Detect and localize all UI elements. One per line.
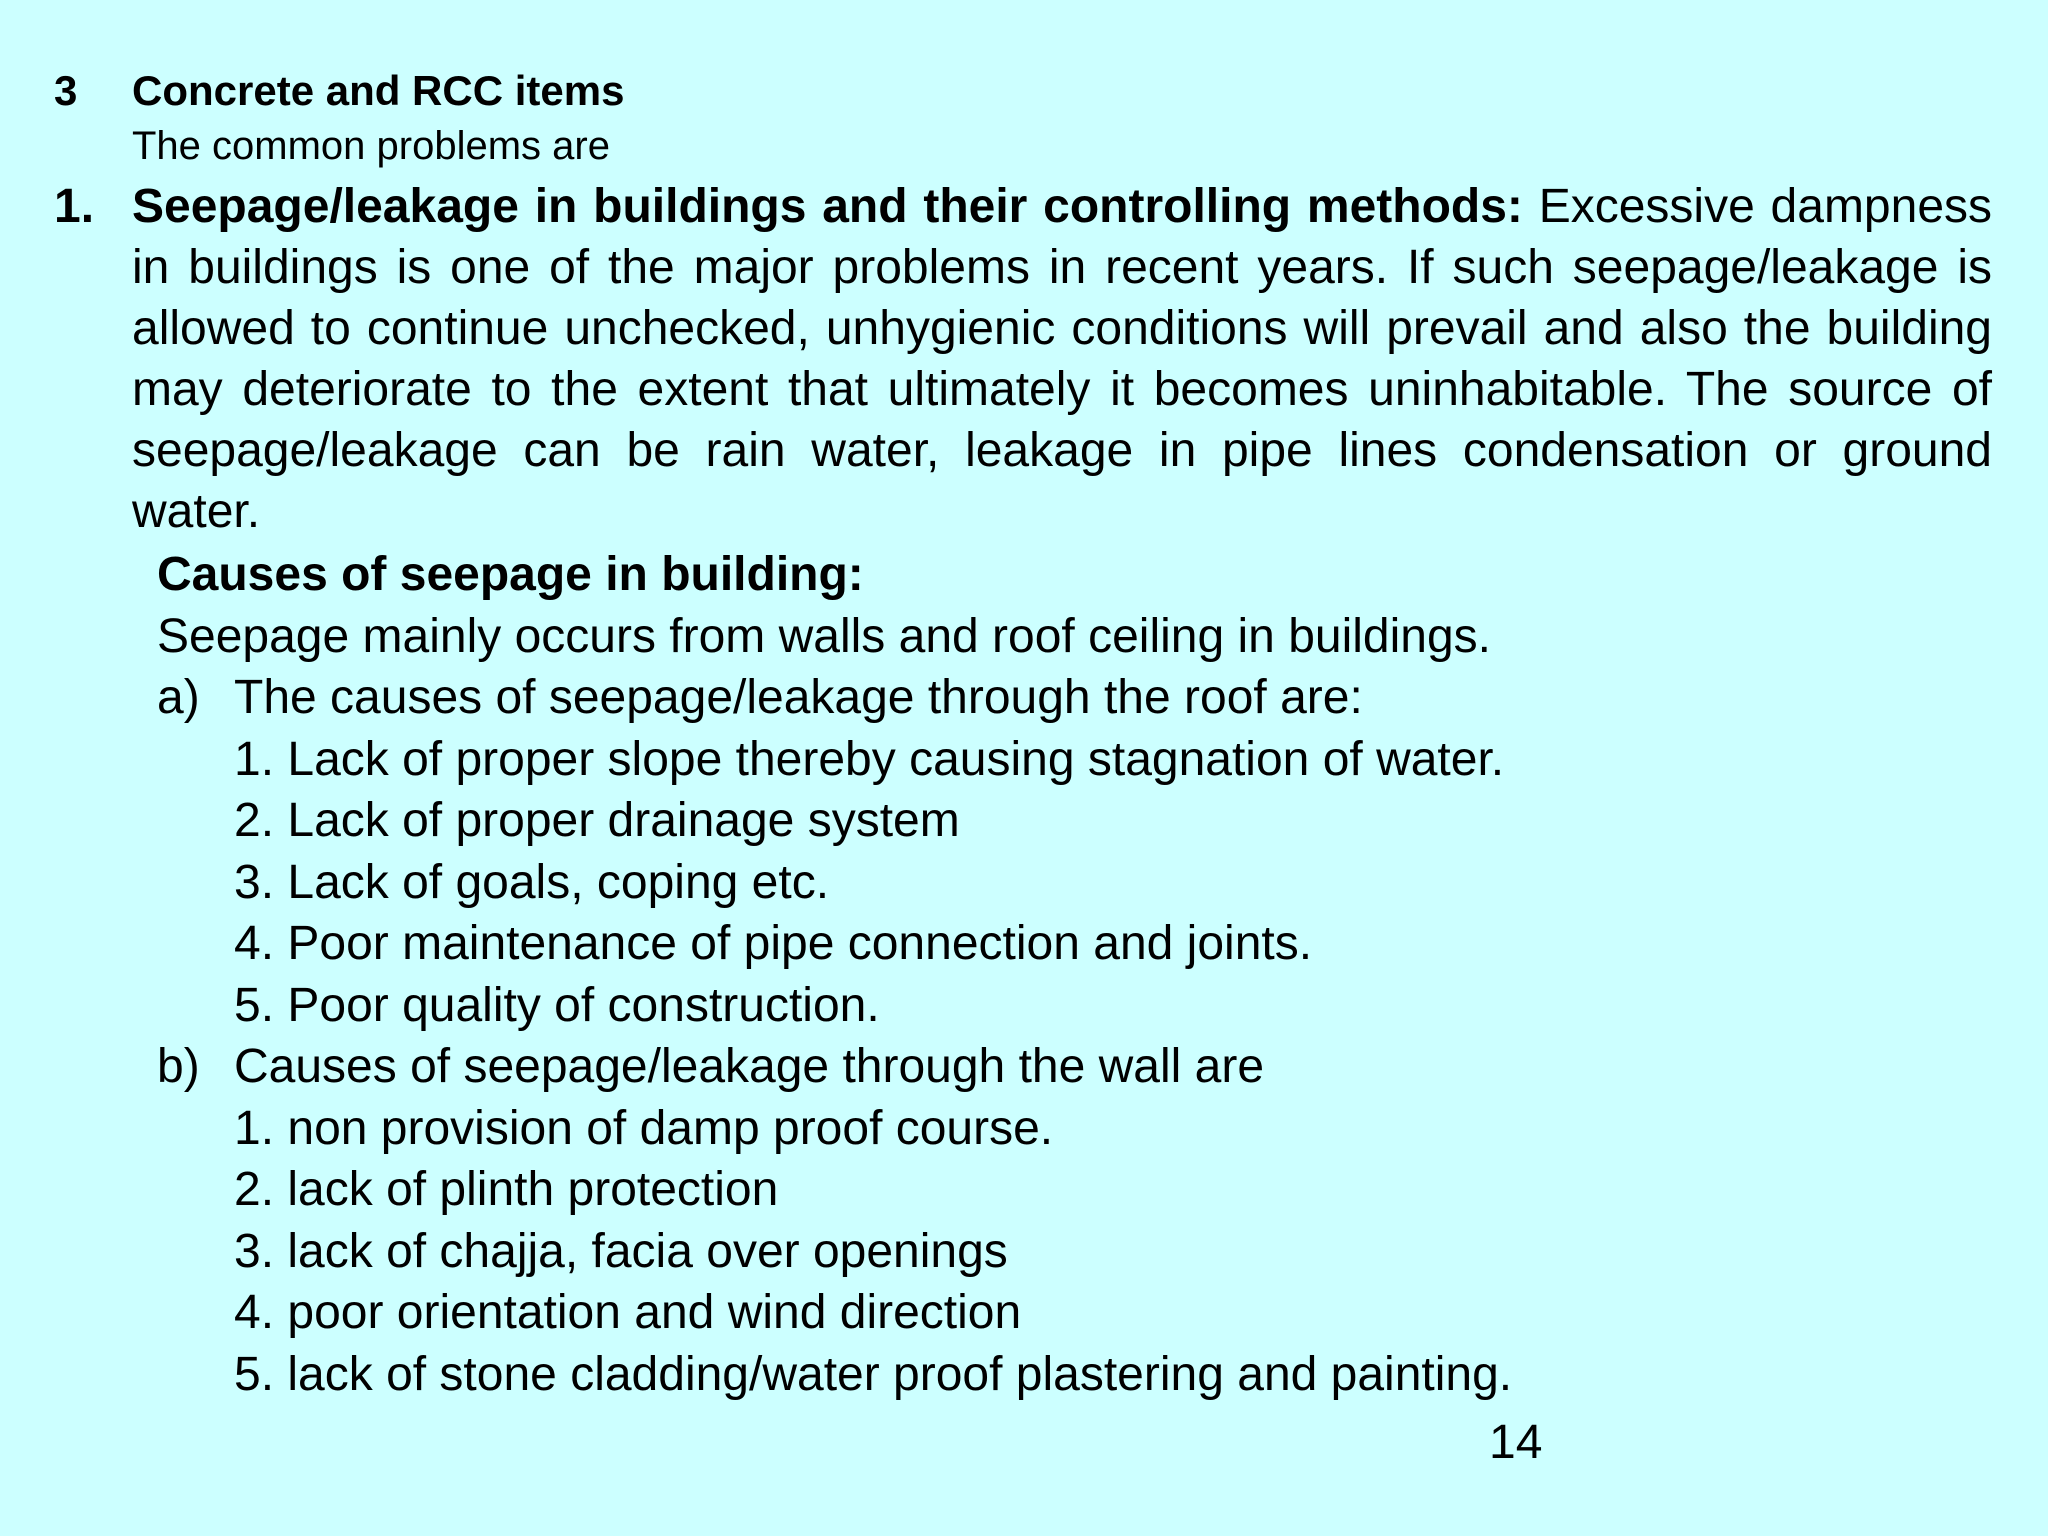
wall-causes-label: b) <box>157 1040 200 1093</box>
list-item: 4. Poor maintenance of pipe connection and joints. <box>234 917 1313 970</box>
list-item: 2. lack of plinth protection <box>234 1163 779 1216</box>
roof-causes-label: a) <box>157 671 200 724</box>
section-number: 3 <box>54 67 78 114</box>
list-item: 1. Lack of proper slope thereby causing stagnation of water. <box>234 732 1505 786</box>
causes-intro: Seepage mainly occurs from walls and roof ceiling in buildings. <box>157 609 1492 663</box>
wall-causes-group <box>157 1036 1512 1405</box>
list-item: 5. lack of stone cladding/water proof plastering and painting. <box>234 1347 1513 1401</box>
paragraph-body: Excessive dampness in buildings is one of the major problems in recent years. If such seepage/leakage is allowed to continue unchecked, unhygienic conditions will prevail and also the building may deteriorate to the extent that ultimately it becomes uninhabitable. The source of seepage/leakage can be rain water, leakage in pipe lines condensation or ground water. <box>132 180 1993 538</box>
list-item: 5. Poor quality of construction. <box>234 978 880 1032</box>
list-item: 2. Lack of proper drainage system <box>234 794 960 847</box>
page-number: 14 <box>1489 1416 1543 1469</box>
paragraph-text <box>132 176 1992 542</box>
list-item: 3. lack of chajja, facia over openings <box>234 1224 1008 1278</box>
list-item: 4. poor orientation and wind direction <box>234 1286 1022 1339</box>
roof-causes-group <box>157 667 1512 1036</box>
paragraph-heading: Seepage/leakage in buildings and their controlling methods: <box>132 180 1523 233</box>
list-item: 1. non provision of damp proof course. <box>234 1101 1054 1155</box>
causes-section <box>157 544 1512 1405</box>
section-title: Concrete and RCC items <box>132 67 625 114</box>
seepage-paragraph <box>54 176 1992 542</box>
section-heading <box>54 66 624 116</box>
paragraph-number: 1. <box>54 180 95 233</box>
wall-causes-heading: Causes of seepage/leakage through the wall are <box>234 1040 1265 1093</box>
causes-title: Causes of seepage in building: <box>157 548 864 601</box>
list-item: 3. Lack of goals, coping etc. <box>234 855 830 909</box>
roof-causes-heading: The causes of seepage/leakage through the roof are: <box>234 671 1363 724</box>
section-subtitle: The common problems are <box>132 124 610 168</box>
